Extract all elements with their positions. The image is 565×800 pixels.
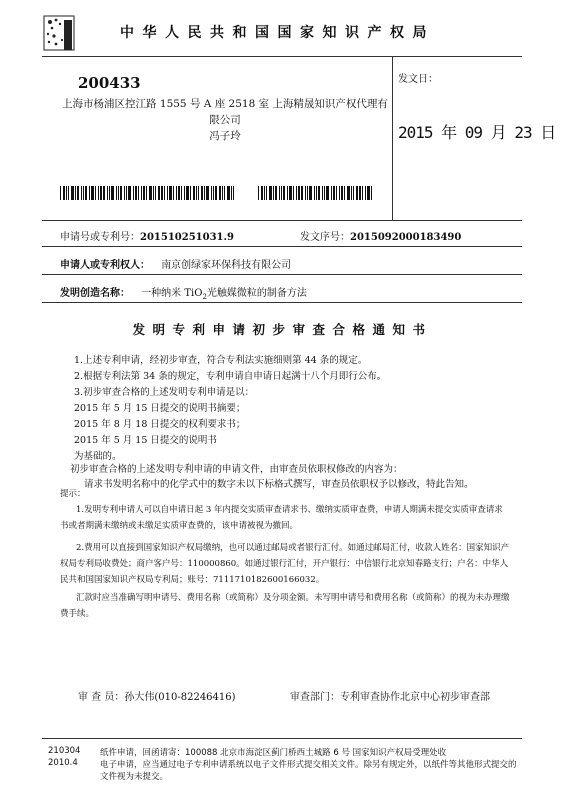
barcode-bar [146,186,147,200]
barcode-bar [333,186,335,200]
barcode-bar [258,186,259,200]
barcode-bar [75,186,76,200]
application-number-label: 申请号或专利号： [60,232,140,243]
barcode-bar [362,186,363,200]
invention-value-suffix: 光触媒微粒的制备方法 [206,288,307,299]
barcode-bar [347,186,350,200]
barcode-bar [273,186,274,200]
notes-label: 提示： [60,489,86,499]
barcode-bar [167,186,168,200]
barcode-bar [305,186,306,200]
barcode-bar [351,186,352,200]
barcode-left [60,186,240,200]
barcode-bar [196,186,197,200]
body-line-1: 1.上述专利申请，经初步审查，符合专利法实施细则第 44 条的规定。 [74,355,368,366]
barcode-bar [98,186,99,200]
barcode-bar [155,186,156,200]
barcode-bar [316,186,317,200]
barcode-bar [367,186,370,200]
applicant-label: 申请人或专利权人： [60,260,150,271]
barcode-bar [107,186,108,200]
department-value: 专利审查协作北京中心初步审查部 [340,692,490,703]
barcode-bar [164,186,165,200]
office-name: 中华人民共和国国家知识产权局 [120,25,435,41]
footer-code-2: 2010.4 [48,758,78,768]
note-3: 汇款时应当准确写明申请号、费用名称（或简称）及分项金额。未写明申请号和费用名称（或简称）的视为未办理缴费手续。 [60,593,510,619]
document-number-row [300,228,461,243]
barcode-bar [371,186,372,200]
body-line-6: 2015 年 5 月 15 日提交的说明书 [74,435,217,446]
applicant-value: 南京创绿家环保科技有限公司 [161,260,292,271]
barcode-bar [322,186,323,200]
barcode-bar [222,186,223,200]
barcode-bar [211,186,212,200]
barcode-bar [77,186,79,200]
barcode-bar [138,186,139,200]
recipient-name: 冯子玲 [209,130,241,142]
barcode-bar [331,186,332,200]
barcode-bar [126,186,127,200]
barcode-bar [298,186,300,200]
barcode-bar [293,186,294,200]
barcode-bar [181,186,182,200]
note-2: 2.费用可以直接到国家知识产权局缴纳，也可以通过邮局或者银行汇付。如通过邮局汇付，收款人姓名：国家知识产权局专利局收费处；商户客户号：110000860。如通过银行汇付，开户银行：中信银行北京知春路支行；户名：中华人民共和国国家知识产权局专利局；账号：7111710182600166032。 [60,543,510,585]
barcode-bar [100,186,102,200]
barcode-bar [81,186,82,200]
barcode-bar [89,186,90,200]
barcode-bar [190,186,191,200]
barcode-bar [266,186,267,200]
barcode-bar [344,186,345,200]
footer-text-2: 电子申请，应当通过电子专利申请系统以电子文件形式提交相关文件。除另有规定外，以纸件等其他形式提交的 [100,760,517,770]
barcode-bar [135,186,137,200]
barcode-bar [301,186,303,200]
barcode-bar [219,186,221,200]
barcode-bar [103,186,105,200]
body-line-2: 2.根据专利法第 34 条的规定，专利申请自申请日起满十八个月即行公布。 [74,371,387,382]
barcode-bar [173,186,174,200]
barcode-bar [287,186,288,200]
barcode-bar [120,186,122,200]
examiner-row [78,688,236,703]
barcode-bar [318,186,320,200]
barcode-bar [184,186,185,200]
barcode-bar [326,186,329,200]
body-line-3: 3.初步审查合格的上述发明专利申请是以： [74,387,255,398]
barcode-bar [71,186,74,200]
barcode-bar [341,186,343,200]
barcode-bar [281,186,282,200]
barcode-bar [91,186,94,200]
postal-code: 200433 [78,74,141,92]
examiner-label: 审 查 员： [78,692,125,703]
barcode-bar [186,186,189,200]
barcode-bar [124,186,125,200]
barcode-bar [153,186,154,200]
examiner-value: 孙大伟(010-82246416) [124,692,236,703]
footer-text-3: 文件视为未提交。 [100,772,169,782]
barcode-bar [233,186,234,200]
barcode-bar [143,186,145,200]
national-emblem-icon [40,12,78,56]
barcode-bar [111,186,114,200]
barcode-bar [309,186,312,200]
barcode-bar [283,186,285,200]
barcode-bar [264,186,265,200]
barcode-bar [149,186,152,200]
footer-text-1: 纸件申请，回函请寄：100088 北京市海淀区蓟门桥西土城路 6 号 国家知识产权局受理处收 [100,748,447,758]
barcode-bar [296,186,297,200]
barcode-bar [227,186,230,200]
application-number-row [60,228,234,243]
barcode-bar [279,186,280,200]
barcode-bar [178,186,180,200]
barcode-bar [63,186,65,200]
document-number-value: 2015092000183490 [350,232,462,243]
body-line-5: 2015 年 8 月 18 日提交的权利要求书； [74,419,246,430]
barcode-bar [158,186,160,200]
barcode-bar [224,186,225,200]
barcode-bar [213,186,214,200]
barcode-bar [324,186,325,200]
footer-code-1: 210304 [48,746,81,756]
barcode-bar [169,186,172,200]
invention-value-prefix: 一种纳米 TiO [141,288,203,299]
address-line-1: 上海市杨浦区控江路 1555 号 A 座 2518 室 上海精晟知识产权代理有 [62,98,388,110]
barcode-bar [193,186,195,200]
barcode-bar [133,186,134,200]
barcode-bar [206,186,209,200]
barcode-bar [314,186,315,200]
barcode-bar [95,186,96,200]
applicant-row [60,256,291,271]
barcode-bar [365,186,366,200]
department-row [290,688,490,703]
department-label: 审查部门： [290,692,340,703]
barcode-bar [356,186,358,200]
barcode-bar [176,186,177,200]
barcode-bar [128,186,131,200]
barcode-bar [289,186,292,200]
barcode-bar [275,186,277,200]
barcode-bar [68,186,69,200]
application-number-value: 201510251031.9 [140,232,234,243]
barcode-bar [83,186,84,200]
barcode-bar [60,186,61,200]
barcode-bar [66,186,67,200]
send-date-label: 发文日： [398,74,438,85]
invention-value [141,288,307,299]
barcode-bar [353,186,354,200]
invention-value-subscript: 2 [202,293,207,301]
barcode-right [258,186,378,200]
body-line-9: 请求书发明名称中的化学式中的数字未以下标格式撰写，审查员依职权予以修改，特此告知。 [84,479,474,490]
barcode-bar [118,186,119,200]
address-line-2: 限公司 [209,114,241,126]
barcode-bar [261,186,263,200]
barcode-bar [359,186,361,200]
body-line-4: 2015 年 5 月 15 日提交的说明书摘要； [74,403,246,414]
body-line-8: 初步审查合格的上述发明专利申请的申请文件，由审查员依职权修改的内容为： [70,464,403,475]
barcode-bar [198,186,199,200]
barcode-bar [109,186,110,200]
document-number-label: 发文序号： [300,232,350,243]
barcode-bar [215,186,217,200]
barcode-bar [336,186,337,200]
send-date-value: 2015 年 09 月 23 日 [398,123,556,142]
note-1: 1.发明专利申请人可以自申请日起 3 年内提交实质审查请求书、缴纳实质审查费，申请人期满未提交实质审查请求书或者期满未缴纳或未缴足实质审查费的，该申请被视为撤回。 [60,505,503,531]
notice-title: 发明专利申请初步审查合格通知书 [132,322,433,337]
barcode-bar [161,186,163,200]
barcode-bar [204,186,205,200]
invention-row [60,284,307,301]
barcode-bar [269,186,272,200]
body-line-7: 为基础的。 [74,451,122,462]
recipient-address [60,96,390,144]
barcode-bar [116,186,117,200]
barcode-bar [231,186,232,200]
barcode-bar [201,186,203,200]
barcode-bar [85,186,87,200]
barcode-bar [339,186,340,200]
invention-label: 发明创造名称： [60,288,130,299]
barcode-bar [141,186,142,200]
barcode-bar [307,186,308,200]
